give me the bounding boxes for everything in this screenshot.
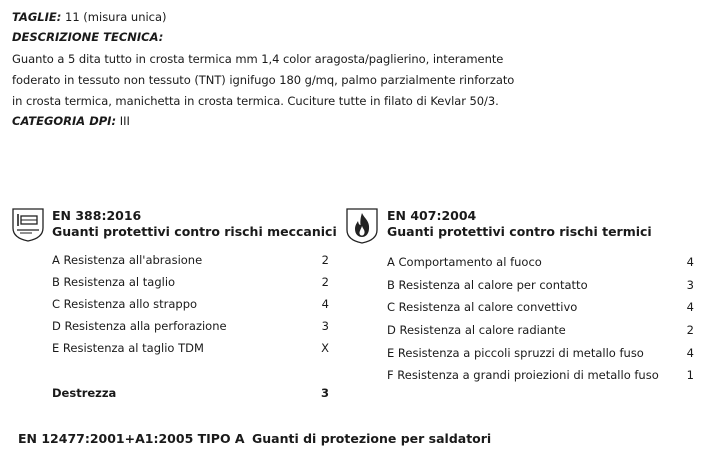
en12477-title: Guanti di protezione per saldatori bbox=[252, 431, 492, 446]
sizes-line bbox=[12, 10, 167, 24]
en388-row-c-value: 4 bbox=[321, 297, 329, 311]
en388-row-d-value: 3 bbox=[321, 319, 329, 333]
technical-description-label: DESCRIZIONE TECNICA: bbox=[12, 30, 164, 44]
en407-code: EN 407:2004 bbox=[387, 208, 477, 223]
description-line-1: Guanto a 5 dita tutto in crosta termica mm 1,4 color aragosta/paglierino, interamente bbox=[12, 52, 504, 66]
en407-row-c-label: C Resistenza al calore convettivo bbox=[387, 300, 578, 314]
en388-row-a-label: A Resistenza all'abrasione bbox=[52, 253, 203, 267]
en407-title: Guanti protettivi contro rischi termici bbox=[387, 224, 652, 239]
en388-code: EN 388:2016 bbox=[52, 208, 142, 223]
en407-row-a-value: 4 bbox=[686, 255, 694, 269]
ppe-category-value: III bbox=[119, 114, 130, 128]
dexterity-value: 3 bbox=[320, 386, 329, 400]
en407-row-b-label: B Resistenza al calore per contatto bbox=[387, 278, 588, 292]
en407-row-d-value: 2 bbox=[686, 323, 694, 337]
en388-row-a-value: 2 bbox=[321, 253, 329, 267]
dexterity-label: Destrezza bbox=[52, 386, 117, 400]
ppe-category-line bbox=[12, 114, 130, 128]
en407-row-b-value: 3 bbox=[686, 278, 694, 292]
ppe-category-label: CATEGORIA DPI: bbox=[12, 114, 117, 128]
sizes-value: 11 (misura unica) bbox=[65, 10, 167, 24]
en388-row-c-label: C Resistenza allo strappo bbox=[52, 297, 198, 311]
description-line-3: in crosta termica, manichetta in crosta termica. Cuciture tutte in filato di Kevlar 50/3. bbox=[12, 94, 499, 108]
en407-row-e-label: E Resistenza a piccoli spruzzi di metallo fuso bbox=[387, 346, 644, 360]
en407-row-a-label: A Comportamento al fuoco bbox=[387, 255, 542, 269]
en388-row-d-label: D Resistenza alla perforazione bbox=[52, 319, 227, 333]
flame-shield-icon bbox=[346, 208, 378, 244]
description-line-2: foderato in tessuto non tessuto (TNT) ignifugo 180 g/mq, palmo parzialmente rinforzato bbox=[12, 73, 515, 87]
en388-title: Guanti protettivi contro rischi meccanici bbox=[52, 224, 337, 239]
mechanical-risk-glove-icon bbox=[12, 208, 44, 242]
en407-row-e-value: 4 bbox=[686, 346, 694, 360]
en407-row-d-label: D Resistenza al calore radiante bbox=[387, 323, 566, 337]
en388-row-b-value: 2 bbox=[321, 275, 329, 289]
en12477-code: EN 12477:2001+A1:2005 TIPO A bbox=[18, 431, 245, 446]
en388-row-e-label: E Resistenza al taglio TDM bbox=[52, 341, 204, 355]
en388-row-e-value: X bbox=[321, 341, 329, 355]
sizes-label: TAGLIE: bbox=[12, 10, 62, 24]
en407-row-f-label: F Resistenza a grandi proiezioni di metallo fuso bbox=[387, 368, 659, 382]
en407-row-f-value: 1 bbox=[686, 368, 694, 382]
en388-row-b-label: B Resistenza al taglio bbox=[52, 275, 176, 289]
en407-row-c-value: 4 bbox=[686, 300, 694, 314]
